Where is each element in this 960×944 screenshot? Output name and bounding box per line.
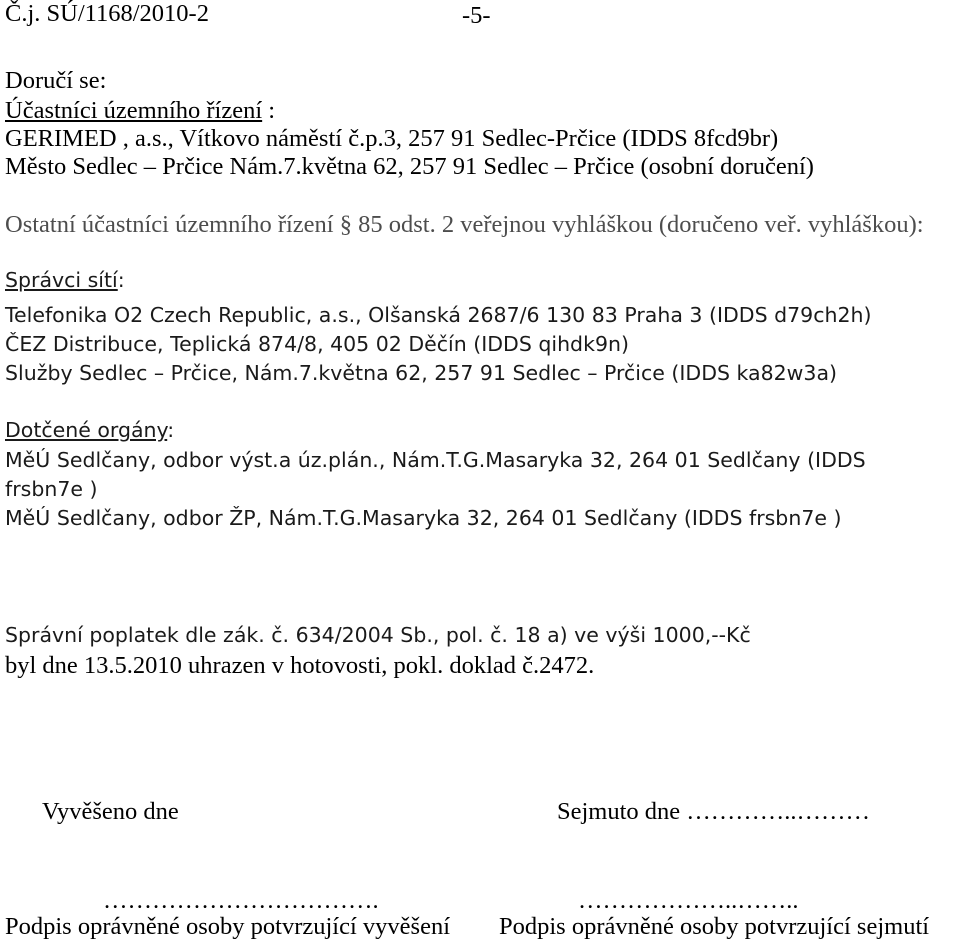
network-admins-heading-text: Správci sítí xyxy=(5,268,118,292)
network-admin-line: ČEZ Distribuce, Teplická 874/8, 405 02 Děčín (IDDS qihdk9n) xyxy=(5,332,629,356)
participant-line: Město Sedlec – Prčice Nám.7.května 62, 257 91 Sedlec – Prčice (osobní doručení) xyxy=(5,153,814,180)
authorities-heading-colon: : xyxy=(167,418,175,442)
network-admins-heading-colon: : xyxy=(117,268,125,292)
fee-line: byl dne 13.5.2010 uhrazen v hotovosti, pokl. doklad č.2472. xyxy=(5,652,595,679)
removed-date-label: Sejmuto dne …………..……… xyxy=(557,798,871,825)
participant-line: GERIMED , a.s., Vítkovo náměstí č.p.3, 257 91 Sedlec-Prčice (IDDS 8fcd9br) xyxy=(5,125,779,152)
removed-signature-caption: Podpis oprávněné osoby potvrzující sejmutí xyxy=(499,913,930,940)
participants-heading-text: Účastníci územního řízení xyxy=(5,97,263,124)
other-participants-line: Ostatní účastníci územního řízení § 85 odst. 2 veřejnou vyhláškou (doručeno veř. vyhláškou): xyxy=(5,211,924,238)
page-number: -5- xyxy=(462,2,491,29)
participants-heading-colon: : xyxy=(262,97,276,124)
posted-date-label: Vyvěšeno dne xyxy=(42,798,179,825)
authority-line: frsbn7e ) xyxy=(5,477,98,501)
participants-heading xyxy=(5,99,275,124)
authorities-heading xyxy=(5,420,174,441)
network-admin-line: Telefonika O2 Czech Republic, a.s., Olšanská 2687/6 130 83 Praha 3 (IDDS d79ch2h) xyxy=(5,303,872,327)
removed-signature-line: ………………..…….. xyxy=(578,887,799,914)
delivery-title: Doručí se: xyxy=(5,67,107,94)
fee-line: Správní poplatek dle zák. č. 634/2004 Sb., pol. č. 18 a) ve výši 1000,--Kč xyxy=(5,623,751,647)
authority-line: MěÚ Sedlčany, odbor ŽP, Nám.T.G.Masaryka 32, 264 01 Sedlčany (IDDS frsbn7e ) xyxy=(5,506,842,530)
network-admin-line: Služby Sedlec – Prčice, Nám.7.května 62, 257 91 Sedlec – Prčice (IDDS ka82w3a) xyxy=(5,361,838,385)
posted-signature-caption: Podpis oprávněné osoby potvrzující vyvěšení xyxy=(5,913,451,940)
authority-line: MěÚ Sedlčany, odbor výst.a úz.plán., Nám.T.G.Masaryka 32, 264 01 Sedlčany (IDDS xyxy=(5,448,866,472)
reference-number: Č.j. SÚ/1168/2010-2 xyxy=(5,0,209,27)
posted-signature-line: ……………………………. xyxy=(103,887,379,914)
authorities-heading-text: Dotčené orgány xyxy=(5,418,168,442)
network-admins-heading xyxy=(5,270,125,291)
